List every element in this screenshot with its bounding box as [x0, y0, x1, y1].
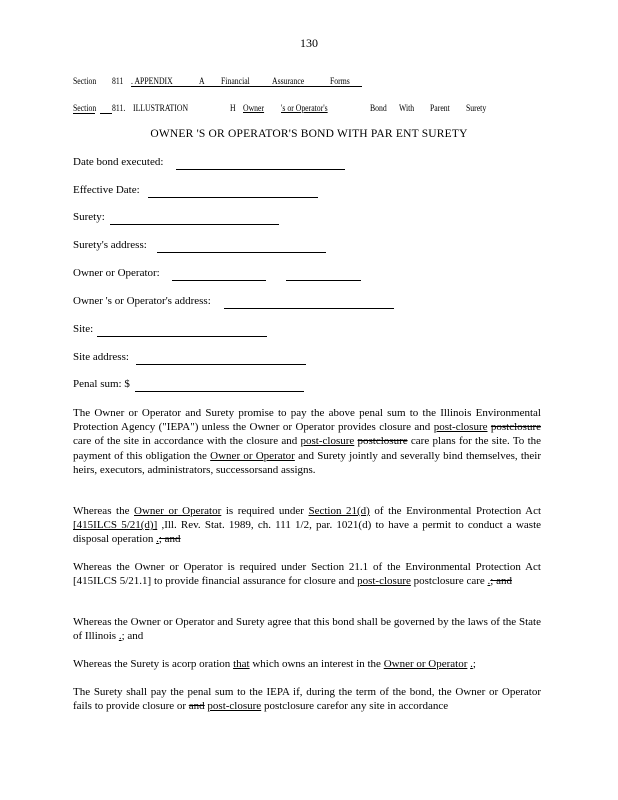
header-parent: Parent	[430, 103, 450, 113]
header-section-label-2: Section	[73, 103, 97, 113]
owner-operator-line-2	[286, 280, 361, 281]
surety-address-label: Surety's address:	[73, 239, 147, 251]
paragraph-financial-assurance: Whereas the Owner or Operator is required under Section 21.1 of the Environmental Protection Act [415ILCS 5/21.1] to provide financial assurance for closure and post-closure postclosure care .; and	[73, 561, 541, 588]
header-section-number-2: 811.	[112, 103, 126, 113]
header-appendix-letter: A	[199, 76, 205, 86]
header-forms: Forms	[330, 76, 350, 86]
surety-label: Surety:	[73, 211, 105, 223]
date-bond-label: Date bond executed:	[73, 156, 164, 168]
site-address-line	[136, 364, 306, 365]
paragraph-corporation: Whereas the Surety is acorp oration that which owns an interest in the Owner or Operator .;	[73, 658, 476, 670]
header-illustration: ILLUSTRATION	[133, 103, 189, 113]
effective-date-line	[148, 197, 318, 198]
header-section-label: Section	[73, 76, 97, 86]
header-underline-2b	[100, 113, 112, 114]
header-financial: Financial	[221, 76, 250, 86]
paragraph-permit: Whereas the Owner or Operator is required under Section 21(d) of the Environmental Protection Act [415ILCS 5/21(d)] ,Ill. Rev. Stat. 1989, ch. 111 1/2, par. 1021(d) to have a permit to conduct a waste disposal operation .; and	[73, 505, 542, 546]
header-section-number: 811	[112, 76, 124, 86]
owner-address-line	[224, 308, 394, 309]
effective-date-label: Effective Date:	[73, 184, 140, 196]
penal-sum-line	[135, 391, 304, 392]
site-label: Site:	[73, 323, 94, 335]
header-operators: 's or Operator's	[281, 103, 328, 113]
form-title: OWNER 'S OR OPERATOR'S BOND WITH PAR ENT SURETY	[150, 128, 468, 140]
date-bond-line	[176, 169, 345, 170]
site-address-label: Site address:	[73, 351, 129, 363]
surety-line	[110, 224, 279, 225]
header-with: With	[399, 103, 415, 113]
header-letter-h: H	[230, 103, 236, 113]
owner-operator-label: Owner or Operator:	[73, 267, 160, 279]
header-underline-2a	[73, 113, 95, 114]
penal-sum-label: Penal sum: $	[73, 378, 130, 390]
surety-address-line	[157, 252, 326, 253]
paragraph-governed: Whereas the Owner or Operator and Surety agree that this bond shall be governed by the laws of the State of Illinois .; and	[73, 616, 541, 643]
header-bond: Bond	[370, 103, 387, 113]
site-line	[97, 336, 267, 337]
paragraph-promise: The Owner or Operator and Surety promise to pay the above penal sum to the Illinois Environmental Protection Agency ("IEPA") unless the Owner or Operator provides closure and post-closure postclosure care of the site in accordance with the closure and post-closure postclosure care plans for the site. To the payment of this obligation the Owner or Operator and Surety jointly and severally bind themselves, their heirs, executors, administrators, successorsand assigns.	[73, 407, 542, 476]
header-underline	[131, 86, 362, 87]
owner-operator-line-1	[172, 280, 266, 281]
header-surety: Surety	[466, 103, 487, 113]
owner-address-label: Owner 's or Operator's address:	[73, 295, 211, 307]
header-owner: Owner	[243, 103, 265, 113]
header-appendix: . APPENDIX	[131, 76, 173, 86]
page-number: 130	[300, 36, 318, 50]
header-assurance: Assurance	[272, 76, 305, 86]
paragraph-surety-pay: The Surety shall pay the penal sum to the IEPA if, during the term of the bond, the Owner or Operator fails to provide closure or and post-closure postclosure carefor any site in accordance	[73, 686, 541, 713]
